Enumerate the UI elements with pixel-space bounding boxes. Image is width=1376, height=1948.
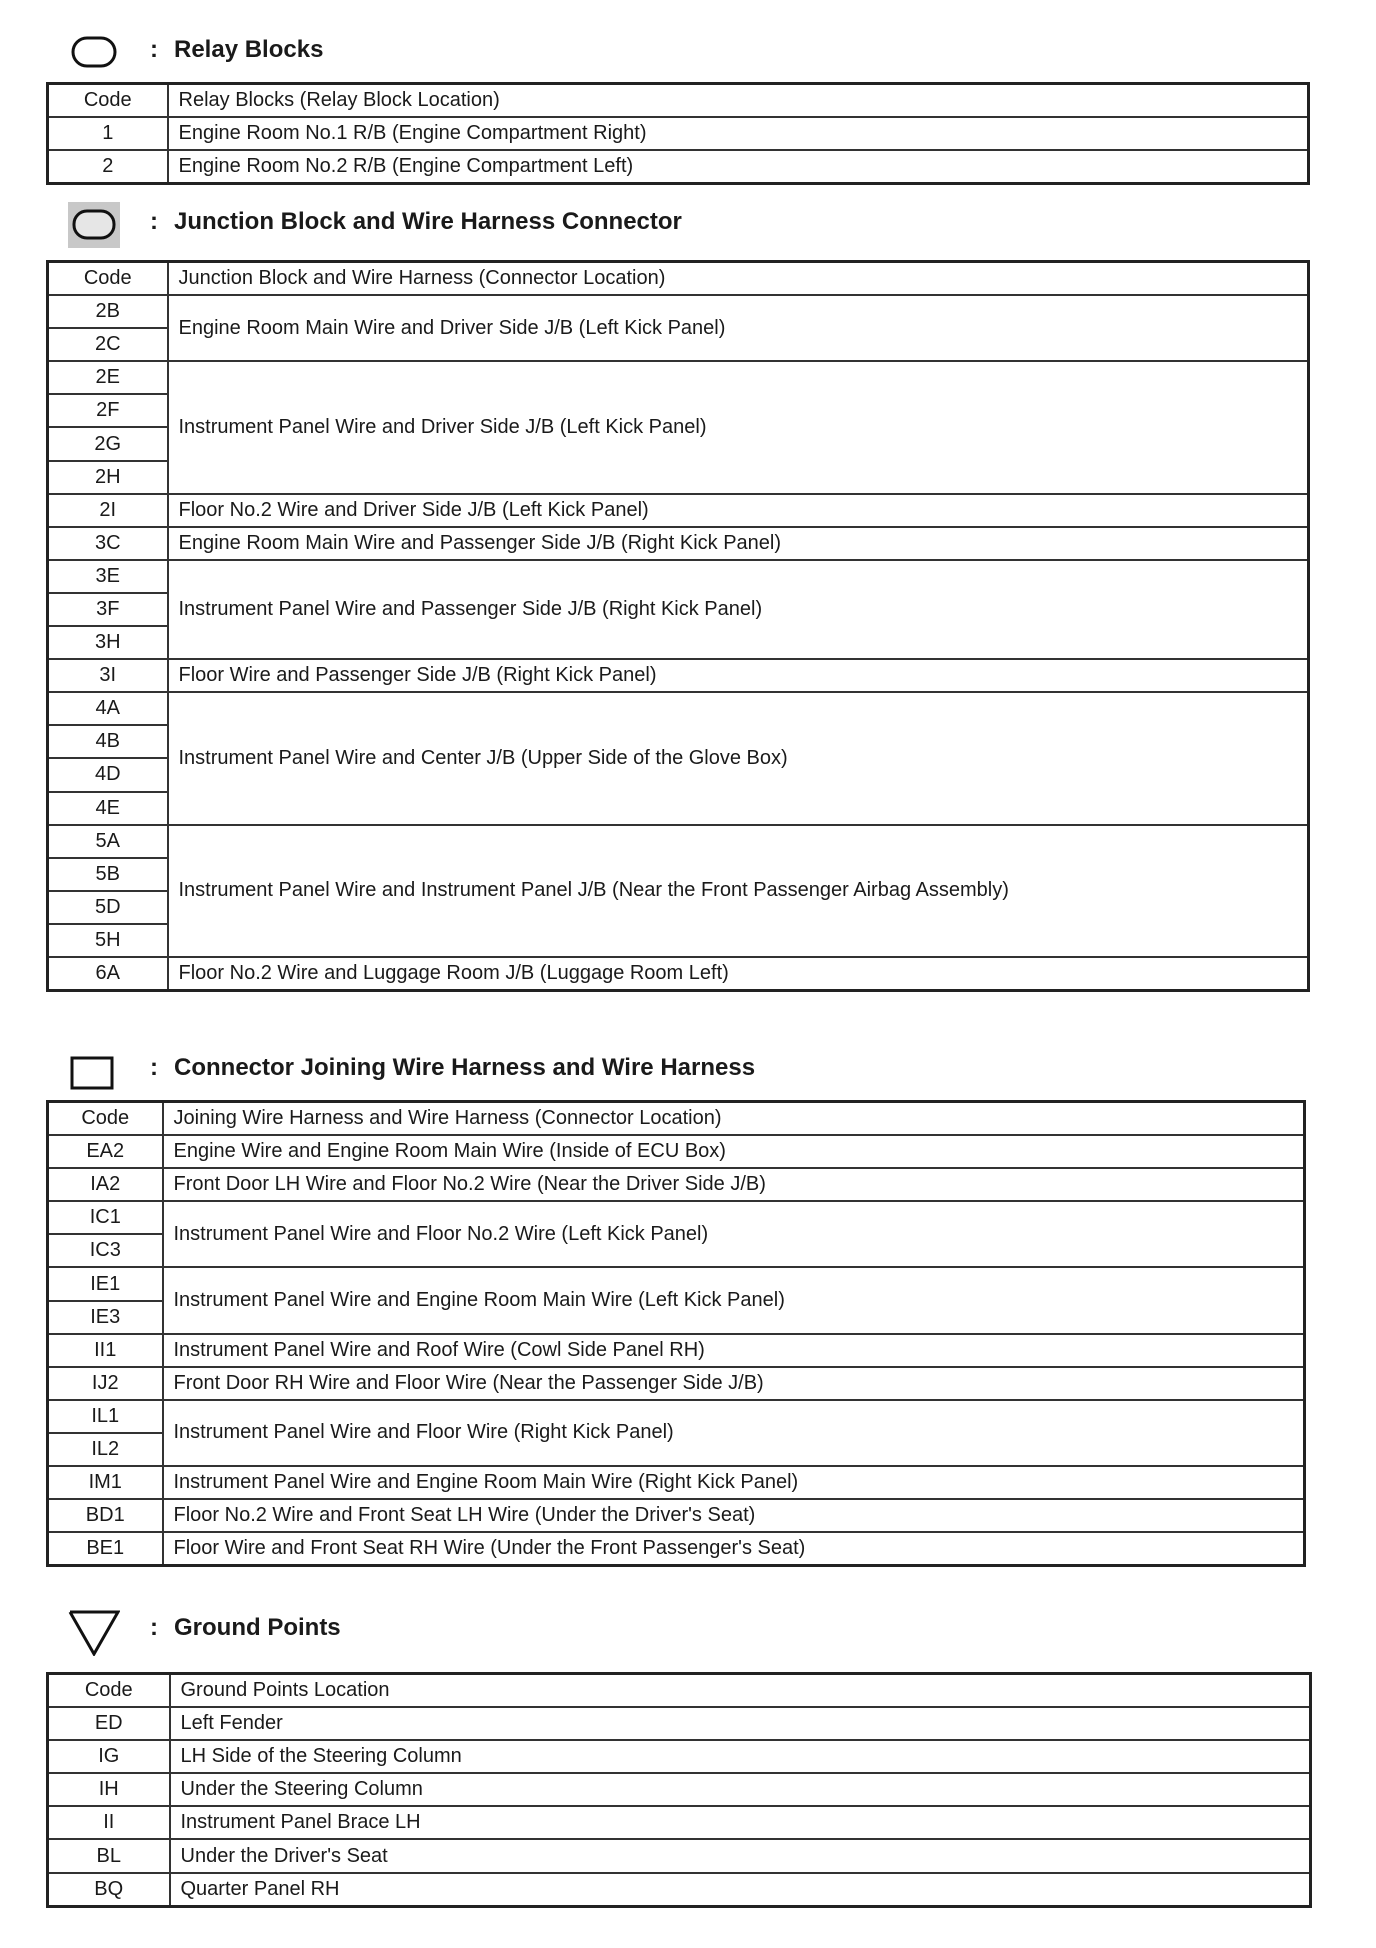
code-cell: 5A xyxy=(48,825,168,858)
location-cell: Instrument Panel Wire and Instrument Panel J/B (Near the Front Passenger Airbag Assembly) xyxy=(168,825,1309,957)
code-cell: 3E xyxy=(48,560,168,593)
table-row xyxy=(48,659,1309,692)
table-row xyxy=(48,560,1309,593)
location-cell: Front Door LH Wire and Floor No.2 Wire (Near the Driver Side J/B) xyxy=(163,1168,1305,1201)
code-cell: 2B xyxy=(48,295,168,328)
code-cell: BE1 xyxy=(48,1532,163,1566)
table-row xyxy=(48,1135,1305,1168)
relay-blocks-title: Relay Blocks xyxy=(174,36,324,63)
junction-block-colon: : xyxy=(150,208,158,235)
code-cell: 4D xyxy=(48,758,168,791)
table-row xyxy=(48,957,1309,991)
code-cell: 4A xyxy=(48,692,168,725)
table-row xyxy=(48,692,1309,725)
location-cell: Floor No.2 Wire and Luggage Room J/B (Luggage Room Left) xyxy=(168,957,1309,991)
code-cell: 2G xyxy=(48,427,168,460)
location-cell: Floor No.2 Wire and Driver Side J/B (Left Kick Panel) xyxy=(168,494,1309,527)
location-cell: Engine Room No.1 R/B (Engine Compartment Right) xyxy=(168,117,1309,150)
table-row xyxy=(48,1168,1305,1201)
table-row xyxy=(48,1532,1305,1566)
code-cell: II xyxy=(48,1806,170,1839)
code-cell: 2H xyxy=(48,461,168,494)
location-cell: Instrument Panel Wire and Passenger Side J/B (Right Kick Panel) xyxy=(168,560,1309,659)
code-cell: 2I xyxy=(48,494,168,527)
table-row xyxy=(48,1466,1305,1499)
code-cell: 2E xyxy=(48,361,168,394)
code-cell: IC1 xyxy=(48,1201,163,1234)
code-cell: ED xyxy=(48,1707,170,1740)
table-row xyxy=(48,1806,1311,1839)
table-row xyxy=(48,295,1309,328)
table-row xyxy=(48,361,1309,394)
relay-blocks-heading xyxy=(68,30,1328,78)
code-cell: 1 xyxy=(48,117,168,150)
location-cell: Instrument Panel Wire and Center J/B (Upper Side of the Glove Box) xyxy=(168,692,1309,824)
square-outline-icon xyxy=(68,1048,120,1096)
code-cell: BQ xyxy=(48,1873,170,1907)
code-cell: IE1 xyxy=(48,1267,163,1300)
table-row xyxy=(48,1367,1305,1400)
location-cell: Engine Wire and Engine Room Main Wire (Inside of ECU Box) xyxy=(163,1135,1305,1168)
location-cell: Under the Driver's Seat xyxy=(170,1839,1311,1872)
table-row xyxy=(48,527,1309,560)
code-cell: 2C xyxy=(48,328,168,361)
location-cell: Floor No.2 Wire and Front Seat LH Wire (Under the Driver's Seat) xyxy=(163,1499,1305,1532)
code-header: Code xyxy=(48,84,168,118)
table-row xyxy=(48,1873,1311,1907)
table-row xyxy=(48,1334,1305,1367)
code-header: Code xyxy=(48,1674,170,1708)
code-cell: 3F xyxy=(48,593,168,626)
code-cell: 6A xyxy=(48,957,168,991)
code-cell: 2 xyxy=(48,150,168,184)
ground-points-table xyxy=(46,1672,1312,1908)
code-cell: II1 xyxy=(48,1334,163,1367)
location-cell: Instrument Panel Wire and Engine Room Main Wire (Right Kick Panel) xyxy=(163,1466,1305,1499)
table-header-row xyxy=(48,84,1309,118)
code-cell: BD1 xyxy=(48,1499,163,1532)
location-cell: Floor Wire and Front Seat RH Wire (Under the Front Passenger's Seat) xyxy=(163,1532,1305,1566)
location-cell: Floor Wire and Passenger Side J/B (Right Kick Panel) xyxy=(168,659,1309,692)
table-header-row xyxy=(48,262,1309,296)
location-header: Relay Blocks (Relay Block Location) xyxy=(168,84,1309,118)
ground-points-title: Ground Points xyxy=(174,1614,341,1641)
table-row xyxy=(48,1740,1311,1773)
location-cell: Engine Room Main Wire and Driver Side J/B (Left Kick Panel) xyxy=(168,295,1309,361)
code-cell: IE3 xyxy=(48,1301,163,1334)
connector-joining-heading xyxy=(68,1048,1328,1096)
code-cell: 4E xyxy=(48,792,168,825)
location-cell: Engine Room Main Wire and Passenger Side J/B (Right Kick Panel) xyxy=(168,527,1309,560)
table-row xyxy=(48,825,1309,858)
code-cell: 3H xyxy=(48,626,168,659)
code-cell: IH xyxy=(48,1773,170,1806)
code-cell: IG xyxy=(48,1740,170,1773)
location-header: Junction Block and Wire Harness (Connector Location) xyxy=(168,262,1309,296)
code-cell: 5H xyxy=(48,924,168,957)
code-cell: 4B xyxy=(48,725,168,758)
code-header: Code xyxy=(48,1102,163,1136)
connector-joining-title: Connector Joining Wire Harness and Wire Harness xyxy=(174,1054,756,1081)
code-cell: 3I xyxy=(48,659,168,692)
table-row xyxy=(48,1400,1305,1433)
table-row xyxy=(48,1267,1305,1300)
table-header-row xyxy=(48,1102,1305,1136)
code-cell: IC3 xyxy=(48,1234,163,1267)
code-cell: IL2 xyxy=(48,1433,163,1466)
table-row xyxy=(48,1773,1311,1806)
connector-joining-colon: : xyxy=(150,1054,158,1081)
code-header: Code xyxy=(48,262,168,296)
location-cell: Left Fender xyxy=(170,1707,1311,1740)
location-cell: Under the Steering Column xyxy=(170,1773,1311,1806)
location-cell: Instrument Panel Wire and Floor No.2 Wire (Left Kick Panel) xyxy=(163,1201,1305,1267)
down-triangle-icon xyxy=(68,1608,120,1656)
location-cell: Instrument Panel Wire and Engine Room Main Wire (Left Kick Panel) xyxy=(163,1267,1305,1333)
location-header: Ground Points Location xyxy=(170,1674,1311,1708)
code-cell: BL xyxy=(48,1839,170,1872)
table-row xyxy=(48,117,1309,150)
table-header-row xyxy=(48,1674,1311,1708)
location-cell: Front Door RH Wire and Floor Wire (Near the Passenger Side J/B) xyxy=(163,1367,1305,1400)
ground-points-heading xyxy=(68,1608,1328,1656)
code-cell: 5B xyxy=(48,858,168,891)
location-cell: Engine Room No.2 R/B (Engine Compartment Left) xyxy=(168,150,1309,184)
location-cell: LH Side of the Steering Column xyxy=(170,1740,1311,1773)
code-cell: EA2 xyxy=(48,1135,163,1168)
junction-block-title: Junction Block and Wire Harness Connector xyxy=(174,208,682,235)
location-cell: Instrument Panel Brace LH xyxy=(170,1806,1311,1839)
location-cell: Quarter Panel RH xyxy=(170,1873,1311,1907)
table-row xyxy=(48,1499,1305,1532)
rounded-oval-outline-icon xyxy=(68,30,120,78)
relay-blocks-colon: : xyxy=(150,36,158,63)
table-row xyxy=(48,1201,1305,1234)
junction-block-table xyxy=(46,260,1310,992)
connector-joining-table xyxy=(46,1100,1306,1567)
ground-points-colon: : xyxy=(150,1614,158,1641)
code-cell: 5D xyxy=(48,891,168,924)
table-row xyxy=(48,1707,1311,1740)
location-header: Joining Wire Harness and Wire Harness (Connector Location) xyxy=(163,1102,1305,1136)
junction-block-heading xyxy=(68,202,1328,250)
code-cell: IJ2 xyxy=(48,1367,163,1400)
code-cell: IA2 xyxy=(48,1168,163,1201)
code-cell: IL1 xyxy=(48,1400,163,1433)
code-cell: 3C xyxy=(48,527,168,560)
table-row xyxy=(48,1839,1311,1872)
table-row xyxy=(48,150,1309,184)
table-row xyxy=(48,494,1309,527)
location-cell: Instrument Panel Wire and Floor Wire (Right Kick Panel) xyxy=(163,1400,1305,1466)
code-cell: 2F xyxy=(48,394,168,427)
relay-blocks-table xyxy=(46,82,1310,185)
location-cell: Instrument Panel Wire and Driver Side J/B (Left Kick Panel) xyxy=(168,361,1309,493)
shaded-rounded-oval-icon xyxy=(68,202,120,250)
location-cell: Instrument Panel Wire and Roof Wire (Cowl Side Panel RH) xyxy=(163,1334,1305,1367)
code-cell: IM1 xyxy=(48,1466,163,1499)
